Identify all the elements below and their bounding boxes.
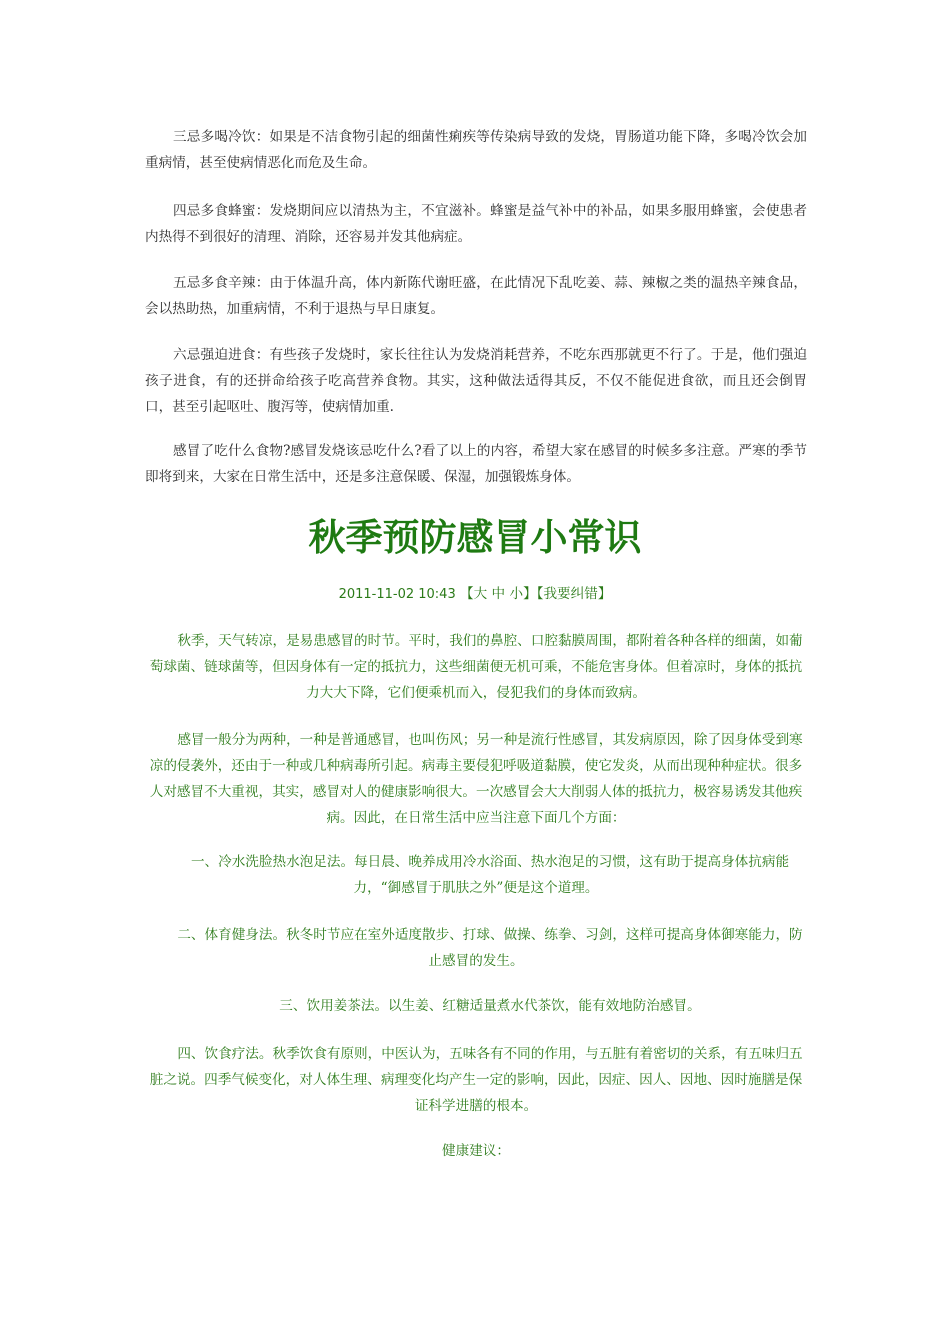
article-paragraph-intro: 秋季，天气转凉，是易患感冒的时节。平时，我们的鼻腔、口腔黏膜周围，都附着各种各样的细菌，如葡萄球菌、链球菌等，但因身体有一定的抵抗力，这些细菌便无机可乘，不能危害身体。但着凉时，身体的抵抗力大大下降，它们便乘机而入，侵犯我们的身体而致病。 — [149, 633, 803, 701]
article-paragraph-method-2: 二、体育健身法。秋冬时节应在室外适度散步、打球、做操、练拳、习剑，这样可提高身体御寒能力，防止感冒的发生。 — [177, 927, 803, 969]
paragraph-avoid-cold-drinks: 三忌多喝冷饮：如果是不洁食物引起的细菌性痢疾等传染病导致的发烧，胃肠道功能下降，多喝冷饮会加重病情，甚至使病情恶化而危及生命。 — [145, 129, 807, 171]
font-size-links[interactable]: 【大 中 小】 — [460, 586, 537, 602]
article-paragraph-method-4: 四、饮食疗法。秋季饮食有原则，中医认为，五味各有不同的作用，与五脏有着密切的关系，有五味归五脏之说。四季气候变化，对人体生理、病理变化均产生一定的影响，因此，因症、因人、因地、因时施膳是保证科学进膳的根本。 — [149, 1046, 803, 1114]
article-paragraph-method-3: 三、饮用姜茶法。以生姜、红糖适量煮水代茶饮，能有效地防治感冒。 — [279, 998, 701, 1014]
article-paragraph-method-1: 一、冷水洗脸热水泡足法。每日晨、晚养成用冷水浴面、热水泡足的习惯，这有助于提高身体抗病能力，“御感冒于肌肤之外”便是这个道理。 — [190, 854, 790, 896]
paragraph-avoid-spicy: 五忌多食辛辣：由于体温升高，体内新陈代谢旺盛，在此情况下乱吃姜、蒜、辣椒之类的温热辛辣食品，会以热助热，加重病情，不利于退热与早日康复。 — [145, 275, 807, 317]
report-error-link[interactable]: 【我要纠错】 — [536, 586, 612, 602]
article-paragraph-types: 感冒一般分为两种，一种是普通感冒，也叫伤风；另一种是流行性感冒，其发病原因，除了因身体受到寒凉的侵袭外，还由于一种或几种病毒所引起。病毒主要侵犯呼吸道黏膜，使它发炎，从而出现种种症状。很多人对感冒不大重视，其实，感冒对人的健康影响很大。一次感冒会大大削弱人体的抵抗力，极容易诱发其他疾病。因此，在日常生活中应当注意下面几个方面： — [149, 732, 803, 826]
paragraph-summary: 感冒了吃什么食物?感冒发烧该忌吃什么?看了以上的内容，希望大家在感冒的时候多多注意。严寒的季节即将到来，大家在日常生活中，还是多注意保暖、保湿，加强锻炼身体。 — [145, 443, 807, 485]
article-meta — [100, 581, 850, 608]
paragraph-avoid-forced-eating: 六忌强迫进食：有些孩子发烧时，家长往往认为发烧消耗营养，不吃东西那就更不行了。于是，他们强迫孩子进食，有的还拼命给孩子吃高营养食物。其实，这种做法适得其反，不仅不能促进食欲，而且还会倒胃口，甚至引起呕吐、腹泻等，使病情加重. — [145, 347, 807, 415]
paragraph-avoid-honey: 四忌多食蜂蜜：发烧期间应以清热为主，不宜滋补。蜂蜜是益气补中的补品，如果多服用蜂蜜，会使患者内热得不到很好的清理、消除，还容易并发其他病症。 — [145, 203, 807, 245]
article-date: 2011-11-02 10:43 — [338, 587, 456, 602]
article-title: 秋季预防感冒小常识 — [308, 516, 642, 559]
article-paragraph-health-advice: 健康建议： — [442, 1143, 510, 1159]
